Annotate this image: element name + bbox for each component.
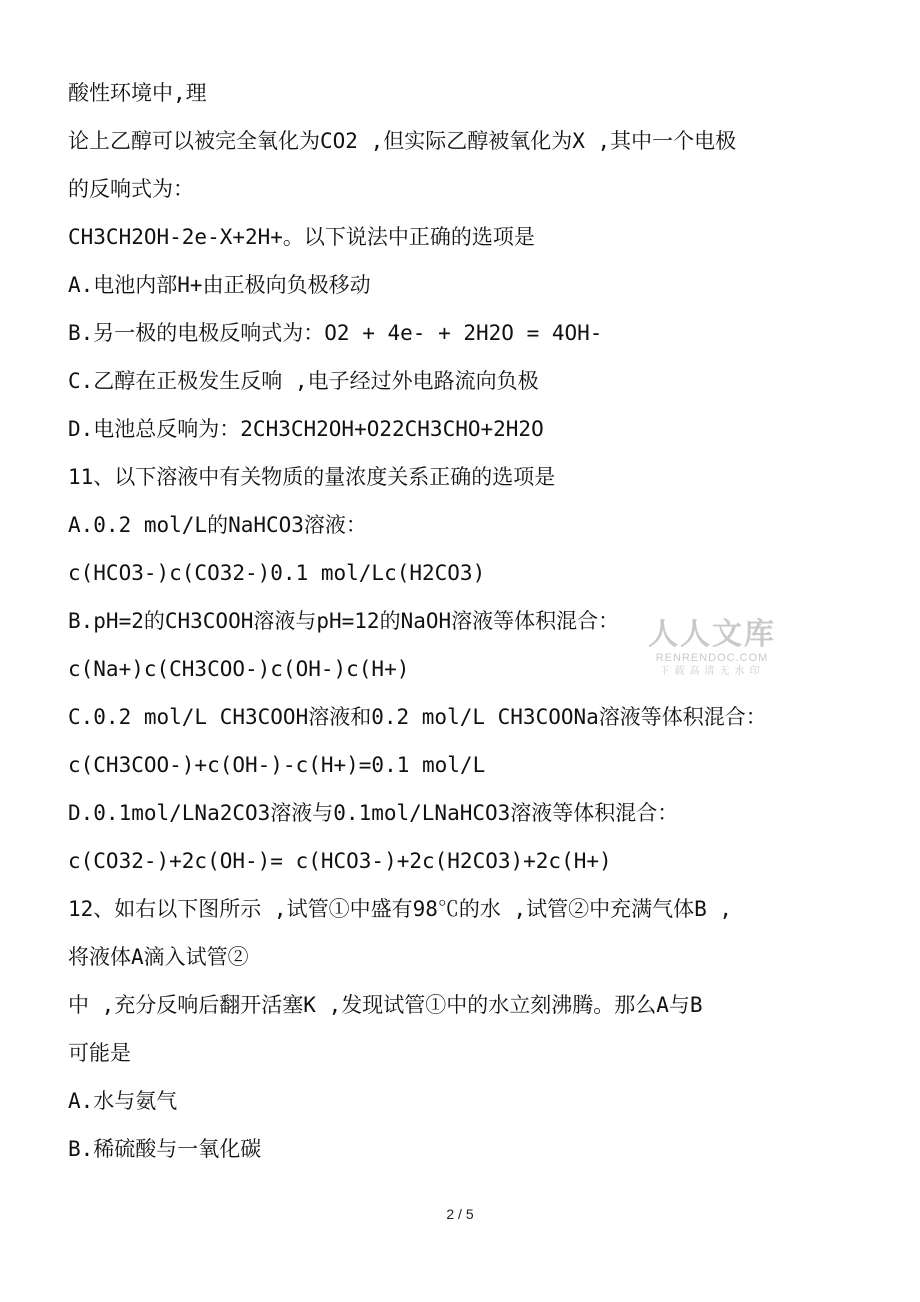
- text-line: c(HCO3-)c(CO32-)0.1 mol/Lc(H2CO3): [68, 561, 486, 585]
- text-line: 12、如右以下图所示 ,试管①中盛有98℃的水 ,试管②中充满气体B ,: [68, 897, 733, 921]
- page-number: 2 / 5: [446, 1206, 474, 1222]
- watermark-title: 人人文库: [648, 617, 776, 652]
- text-line: A.电池内部H+由正极向负极移动: [68, 273, 371, 297]
- text-line: A.0.2 mol/L的NaHCO3溶液：: [68, 513, 367, 537]
- watermark-logo: [647, 618, 777, 688]
- text-line: 11、以下溶液中有关物质的量浓度关系正确的选项是: [68, 465, 556, 489]
- text-line: A.水与氨气: [68, 1089, 178, 1113]
- text-line: C.乙醇在正极发生反响 ,电子经过外电路流向负极: [68, 369, 539, 393]
- text-line: B.稀硫酸与一氧化碳: [68, 1137, 262, 1161]
- text-line: 中 ,充分反响后翻开活塞K ,发现试管①中的水立刻沸腾。那么A与B: [68, 993, 703, 1017]
- text-line: C.0.2 mol/L CH3COOH溶液和0.2 mol/L CH3COONa溶液等体积混合：: [68, 705, 767, 729]
- text-line: CH3CH2OH-2e-X+2H+。以下说法中正确的选项是: [68, 225, 535, 249]
- text-line: D.0.1mol/LNa2CO3溶液与0.1mol/LNaHCO3溶液等体积混合：: [68, 801, 679, 825]
- text-line: 的反响式为：: [68, 177, 194, 201]
- watermark-domain: RENRENDOC.COM: [655, 652, 769, 664]
- text-line: c(Na+)c(CH3COO-)c(OH-)c(H+): [68, 657, 410, 681]
- text-line: 可能是: [68, 1041, 131, 1065]
- text-line: 将液体A滴入试管②: [68, 945, 249, 969]
- text-line: c(CO32-)+2c(OH-)= c(HCO3-)+2c(H2CO3)+2c(H+): [68, 849, 612, 873]
- text-line: D.电池总反响为：2CH3CH2OH+O22CH3CHO+2H2O: [68, 417, 544, 441]
- text-line: B.另一极的电极反响式为：O2 + 4e- + 2H2O = 4OH-: [68, 321, 603, 345]
- text-line: 酸性环境中,理: [68, 81, 207, 105]
- text-line: B.pH=2的CH3COOH溶液与pH=12的NaOH溶液等体积混合：: [68, 609, 620, 633]
- text-line: c(CH3COO-)+c(OH-)-c(H+)=0.1 mol/L: [68, 753, 486, 777]
- text-line: 论上乙醇可以被完全氧化为CO2 ,但实际乙醇被氧化为X ,其中一个电极: [68, 129, 737, 153]
- watermark-subtitle: 下载高清无水印: [659, 666, 765, 677]
